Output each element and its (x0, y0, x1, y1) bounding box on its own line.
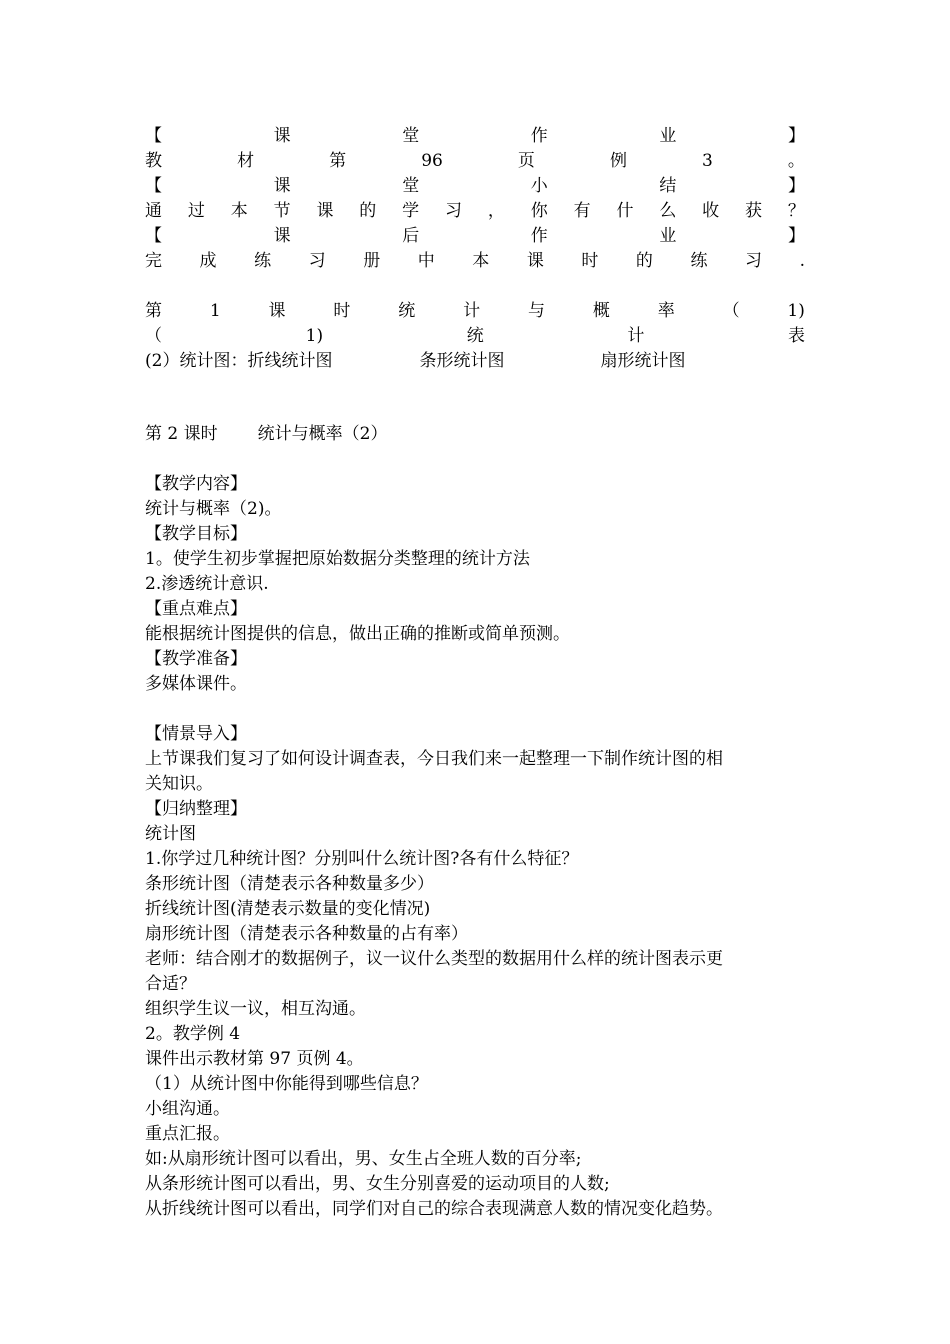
justified-token: 成 (199, 251, 217, 271)
justified-token: 习 (308, 251, 326, 271)
body-text: （1）从统计图中你能得到哪些信息？ (145, 1074, 428, 1094)
lesson2-body-continued (145, 722, 805, 1222)
body-text: 合适？ (145, 974, 196, 994)
justified-lesson1-token: 与 (527, 301, 545, 321)
body-text: 如:从扇形统计图可以看出，男、女生占全班人数的百分率; (145, 1149, 582, 1169)
justified-token: 册 (363, 251, 381, 271)
justified-lesson1-token: （ (722, 301, 740, 321)
body-text: 组织学生议一议，相互沟通。 (145, 999, 366, 1019)
justified-token: 么 (659, 201, 677, 221)
justified-token: 过 (187, 201, 205, 221)
body-text: 老师：结合刚才的数据例子，议一议什么类型的数据用什么样的统计图表示更 (145, 949, 723, 969)
justified-token: 本 (230, 201, 248, 221)
body-text: 1。使学生初步掌握把原始数据分类整理的统计方法 (145, 549, 530, 569)
justified-token: 练 (690, 251, 708, 271)
section-heading: 【教学内容】 (145, 474, 247, 494)
justified-token: 业 (659, 226, 677, 246)
justified-token: . (799, 251, 805, 271)
document-page (145, 124, 805, 1222)
justified-token: 学 (402, 201, 420, 221)
justified-token: 教 (145, 151, 162, 171)
justified-token: 获 (745, 201, 763, 221)
body-text: 1.你学过几种统计图？分别叫什么统计图?各有什么特征？ (145, 849, 579, 869)
justified-lesson1-token: 概 (592, 301, 610, 321)
chart-types-line (145, 349, 805, 374)
justified-token: 例 (609, 151, 627, 171)
justified-token: 课 (273, 126, 291, 146)
justified-token: 】 (787, 226, 805, 246)
justified-token: 课 (273, 226, 291, 246)
justified-token: 收 (702, 201, 720, 221)
justified-token: 习 (745, 251, 763, 271)
justified-lesson1-token: 统 (398, 301, 416, 321)
body-text: 从折线统计图可以看出，同学们对自己的综合表现满意人数的情况变化趋势。 (145, 1199, 723, 1219)
body-text: 折线统计图(清楚表示数量的变化情况) (145, 899, 431, 919)
justified-token: 】 (787, 126, 805, 146)
justified-lesson1-token: 率 (657, 301, 675, 321)
justified-token: 第 (329, 151, 347, 171)
justified-lesson1-token: 1) (787, 301, 805, 321)
blank-line (145, 697, 805, 722)
justified-token: ， (487, 201, 505, 221)
justified-lesson1-token: 计 (627, 326, 645, 346)
body-text: 小组沟通。 (145, 1099, 230, 1119)
justified-token: 页 (517, 151, 535, 171)
lesson2-body (145, 472, 805, 697)
justified-block-lesson1 (145, 299, 805, 349)
justified-token: 堂 (402, 176, 420, 196)
justified-token: 结 (659, 176, 677, 196)
chart-type-pie: 扇形统计图 (600, 351, 686, 371)
justified-token: 作 (530, 226, 548, 246)
section-heading: 【教学准备】 (145, 649, 247, 669)
body-text: 多媒体课件。 (145, 674, 247, 694)
justified-token: 材 (237, 151, 255, 171)
justified-token: 业 (659, 126, 677, 146)
justified-line (145, 249, 805, 274)
justified-token: 3 (702, 151, 713, 171)
justified-token: 堂 (402, 126, 420, 146)
justified-token: 后 (402, 226, 420, 246)
justified-token: 。 (787, 151, 805, 171)
justified-token: 【 (145, 126, 162, 146)
body-text: 统计与概率（2)。 (145, 499, 282, 519)
justified-lesson1-token: 课 (268, 301, 286, 321)
body-text: 能根据统计图提供的信息，做出正确的推断或简单预测。 (145, 624, 570, 644)
justified-token: 通 (145, 201, 162, 221)
justified-lesson1-token: 表 (787, 326, 805, 346)
chart-type-bar: 条形统计图 (419, 351, 505, 371)
body-text: 2.渗透统计意识. (145, 574, 269, 594)
chart-types-prefix: (2）统计图：折线统计图 (145, 351, 333, 371)
justified-token: 课 (273, 176, 291, 196)
section-heading: 【情景导入】 (145, 724, 247, 744)
justified-token: 本 (472, 251, 490, 271)
justified-token: 时 (581, 251, 599, 271)
justified-lesson1-line (145, 324, 805, 349)
justified-lesson1-token: 1) (305, 326, 324, 346)
justified-lesson1-token: 计 (463, 301, 481, 321)
body-text: 2。教学例 4 (145, 1024, 241, 1044)
justified-token: ？ (787, 201, 805, 221)
justified-line (145, 124, 805, 149)
justified-token: 中 (417, 251, 435, 271)
justified-lesson1-token: 1 (209, 301, 221, 321)
blank-line (145, 274, 805, 299)
body-text: 课件出示教材第 97 页例 4。 (145, 1049, 364, 1069)
body-text: 扇形统计图（清楚表示各种数量的占有率） (145, 924, 468, 944)
justified-lesson1-line (145, 299, 805, 324)
justified-token: 课 (526, 251, 544, 271)
body-text: 上节课我们复习了如何设计调查表，今日我们来一起整理一下制作统计图的相 (145, 749, 723, 769)
justified-block-homework (145, 124, 805, 274)
justified-lesson1-token: 统 (466, 326, 484, 346)
lesson2-title (145, 422, 805, 447)
body-text: 条形统计图（清楚表示各种数量多少） (145, 874, 434, 894)
lesson2-title-part1: 第 2 课时 (145, 424, 218, 444)
justified-token: 小 (530, 176, 548, 196)
lesson2-title-part2: 统计与概率（2） (257, 424, 388, 444)
justified-token: 你 (530, 201, 548, 221)
justified-token: 】 (787, 176, 805, 196)
section-heading: 【重点难点】 (145, 599, 247, 619)
justified-token: 课 (316, 201, 334, 221)
justified-token: 完 (145, 251, 162, 271)
blank-line (145, 447, 805, 472)
justified-token: 什 (616, 201, 634, 221)
blank-line (145, 374, 805, 422)
justified-token: 【 (145, 226, 162, 246)
section-heading: 【归纳整理】 (145, 799, 247, 819)
justified-token: 【 (145, 176, 162, 196)
justified-token: 的 (635, 251, 653, 271)
justified-token: 作 (530, 126, 548, 146)
body-text: 统计图 (145, 824, 196, 844)
section-heading: 【教学目标】 (145, 524, 247, 544)
justified-line (145, 224, 805, 249)
justified-lesson1-token: （ (145, 326, 162, 346)
justified-token: 96 (421, 151, 443, 171)
justified-token: 习 (445, 201, 463, 221)
justified-lesson1-token: 第 (145, 301, 162, 321)
body-text: 重点汇报。 (145, 1124, 230, 1144)
body-text: 从条形统计图可以看出，男、女生分别喜爱的运动项目的人数; (145, 1174, 610, 1194)
justified-line (145, 149, 805, 174)
justified-token: 有 (573, 201, 591, 221)
body-text: 关知识。 (145, 774, 213, 794)
justified-token: 节 (273, 201, 291, 221)
justified-lesson1-token: 时 (333, 301, 351, 321)
justified-token: 练 (254, 251, 272, 271)
justified-token: 的 (359, 201, 377, 221)
justified-line (145, 174, 805, 199)
justified-line (145, 199, 805, 224)
